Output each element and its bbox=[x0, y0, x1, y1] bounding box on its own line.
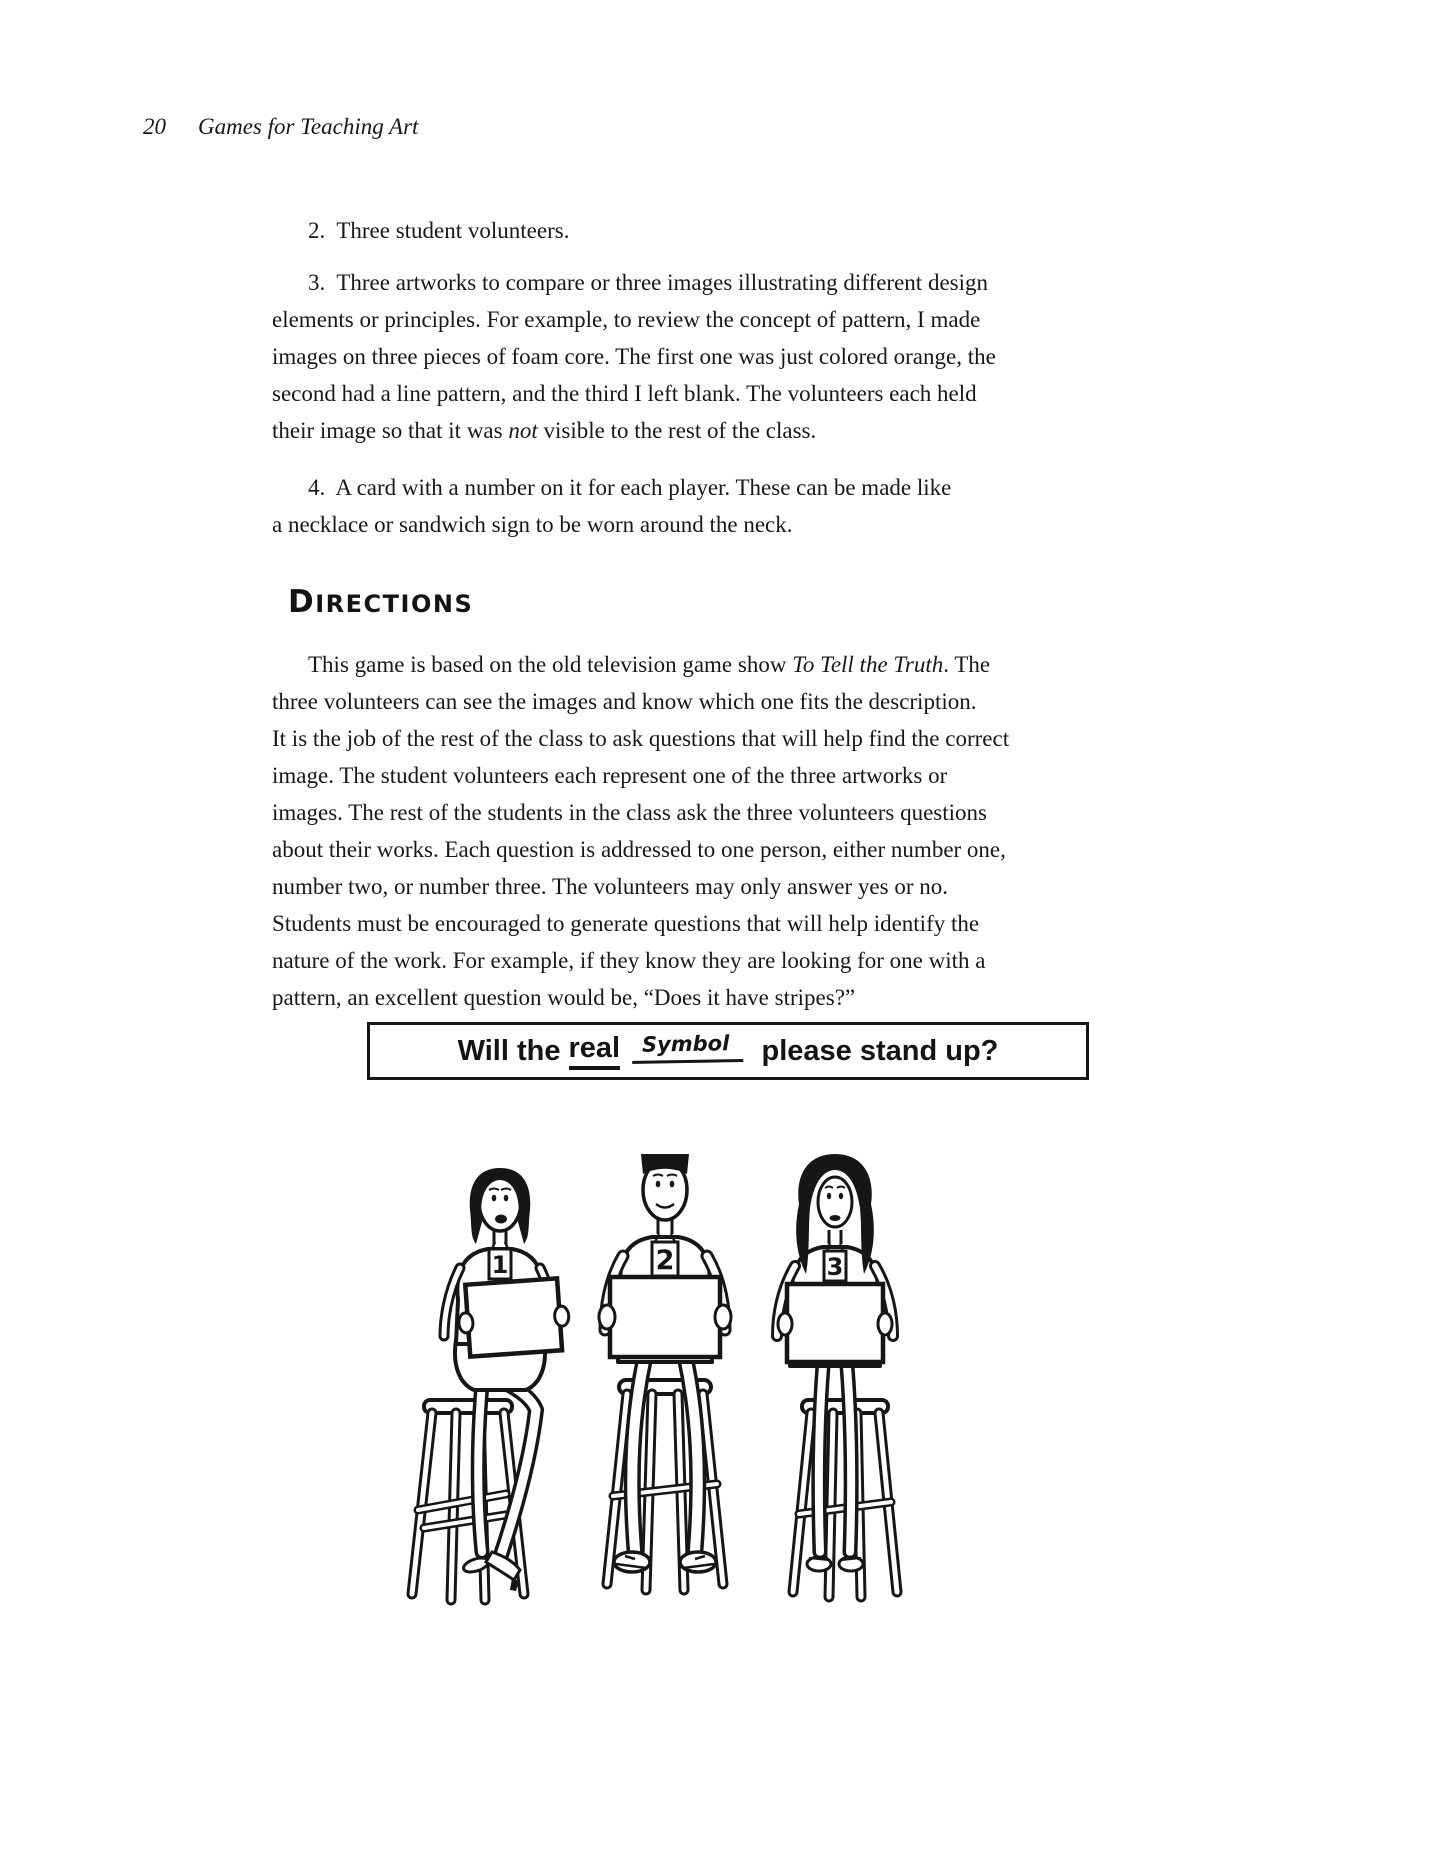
text-line: elements or principles. For example, to review the concept of pattern, I made bbox=[272, 307, 981, 332]
hand bbox=[778, 1313, 792, 1335]
eye bbox=[504, 1195, 509, 1202]
sign-card bbox=[787, 1284, 883, 1362]
banner-tail: please stand up? bbox=[761, 1034, 999, 1067]
sneaker bbox=[614, 1552, 650, 1572]
hand bbox=[715, 1305, 731, 1329]
text-line: images. The rest of the students in the class ask the three volunteers questions bbox=[272, 800, 987, 825]
banner-fill-in-blank: Symbol bbox=[632, 1031, 744, 1064]
three-volunteers-illustration bbox=[390, 1112, 990, 1612]
directions-paragraph bbox=[272, 646, 1172, 1016]
italic-word: not bbox=[508, 418, 538, 443]
hand bbox=[878, 1313, 892, 1335]
number-label: 3 bbox=[826, 1253, 844, 1281]
sign-card bbox=[465, 1278, 562, 1356]
text-line: nature of the work. For example, if they know they are looking for one with a bbox=[272, 948, 986, 973]
number-label: 1 bbox=[491, 1251, 509, 1279]
text-line: Students must be encouraged to generate questions that will help identify the bbox=[272, 911, 980, 936]
player-1-figure bbox=[412, 1168, 571, 1600]
text-line: 4. A card with a number on it for each player. These can be made like bbox=[308, 475, 952, 500]
section-heading: DIRECTIONS bbox=[288, 584, 474, 620]
show-title-italic: To Tell the Truth bbox=[792, 652, 944, 677]
text-line: a necklace or sandwich sign to be worn around the neck. bbox=[272, 512, 793, 537]
text-line: three volunteers can see the images and know which one fits the description. bbox=[272, 689, 977, 714]
hand bbox=[599, 1305, 615, 1329]
text-segment: . The bbox=[943, 652, 991, 677]
player-2-figure bbox=[599, 1154, 731, 1590]
list-item-2 bbox=[272, 212, 1172, 249]
sign-card bbox=[610, 1277, 720, 1357]
text-line: about their works. Each question is addressed to one person, either number one, bbox=[272, 837, 1006, 862]
text-line bbox=[272, 412, 1172, 449]
text-line: pattern, an excellent question would be, “Does it have stripes?” bbox=[272, 985, 856, 1010]
text-line: images on three pieces of foam core. The first one was just colored orange, the bbox=[272, 344, 996, 369]
hand bbox=[458, 1312, 473, 1333]
hand bbox=[554, 1306, 569, 1327]
text-line: image. The student volunteers each represent one of the three artworks or bbox=[272, 763, 948, 788]
sneaker bbox=[680, 1552, 716, 1572]
eye bbox=[827, 1193, 831, 1199]
text-line: second had a line pattern, and the third I left blank. The volunteers each held bbox=[272, 381, 977, 406]
page-number: 20 bbox=[143, 114, 166, 139]
lips bbox=[830, 1215, 841, 1221]
player-3-figure bbox=[777, 1154, 897, 1597]
text-segment: visible to the rest of the class. bbox=[537, 418, 817, 443]
book-title: Games for Teaching Art bbox=[198, 114, 419, 139]
banner-word-real: real bbox=[569, 1032, 621, 1070]
number-label: 2 bbox=[655, 1245, 675, 1276]
open-mouth bbox=[495, 1215, 507, 1224]
eye bbox=[656, 1181, 661, 1188]
banner-box bbox=[367, 1022, 1089, 1080]
list-item-3 bbox=[272, 264, 1172, 449]
banner-lead: Will the bbox=[457, 1034, 569, 1067]
eye bbox=[839, 1193, 843, 1199]
text-line: 3. Three artworks to compare or three images illustrating different design bbox=[308, 270, 988, 295]
text-segment: their image so that it was bbox=[272, 418, 509, 443]
eye bbox=[670, 1181, 675, 1188]
text-line bbox=[272, 646, 1172, 683]
eye bbox=[492, 1195, 497, 1202]
text-line: number two, or number three. The volunteers may only answer yes or no. bbox=[272, 874, 948, 899]
text-line: It is the job of the rest of the class to ask questions that will help find the correct bbox=[272, 726, 1010, 751]
list-item-4 bbox=[272, 469, 1172, 543]
text-line: 2. Three student volunteers. bbox=[308, 218, 570, 243]
running-header bbox=[143, 114, 418, 140]
text-segment: This game is based on the old television game show bbox=[308, 652, 793, 677]
